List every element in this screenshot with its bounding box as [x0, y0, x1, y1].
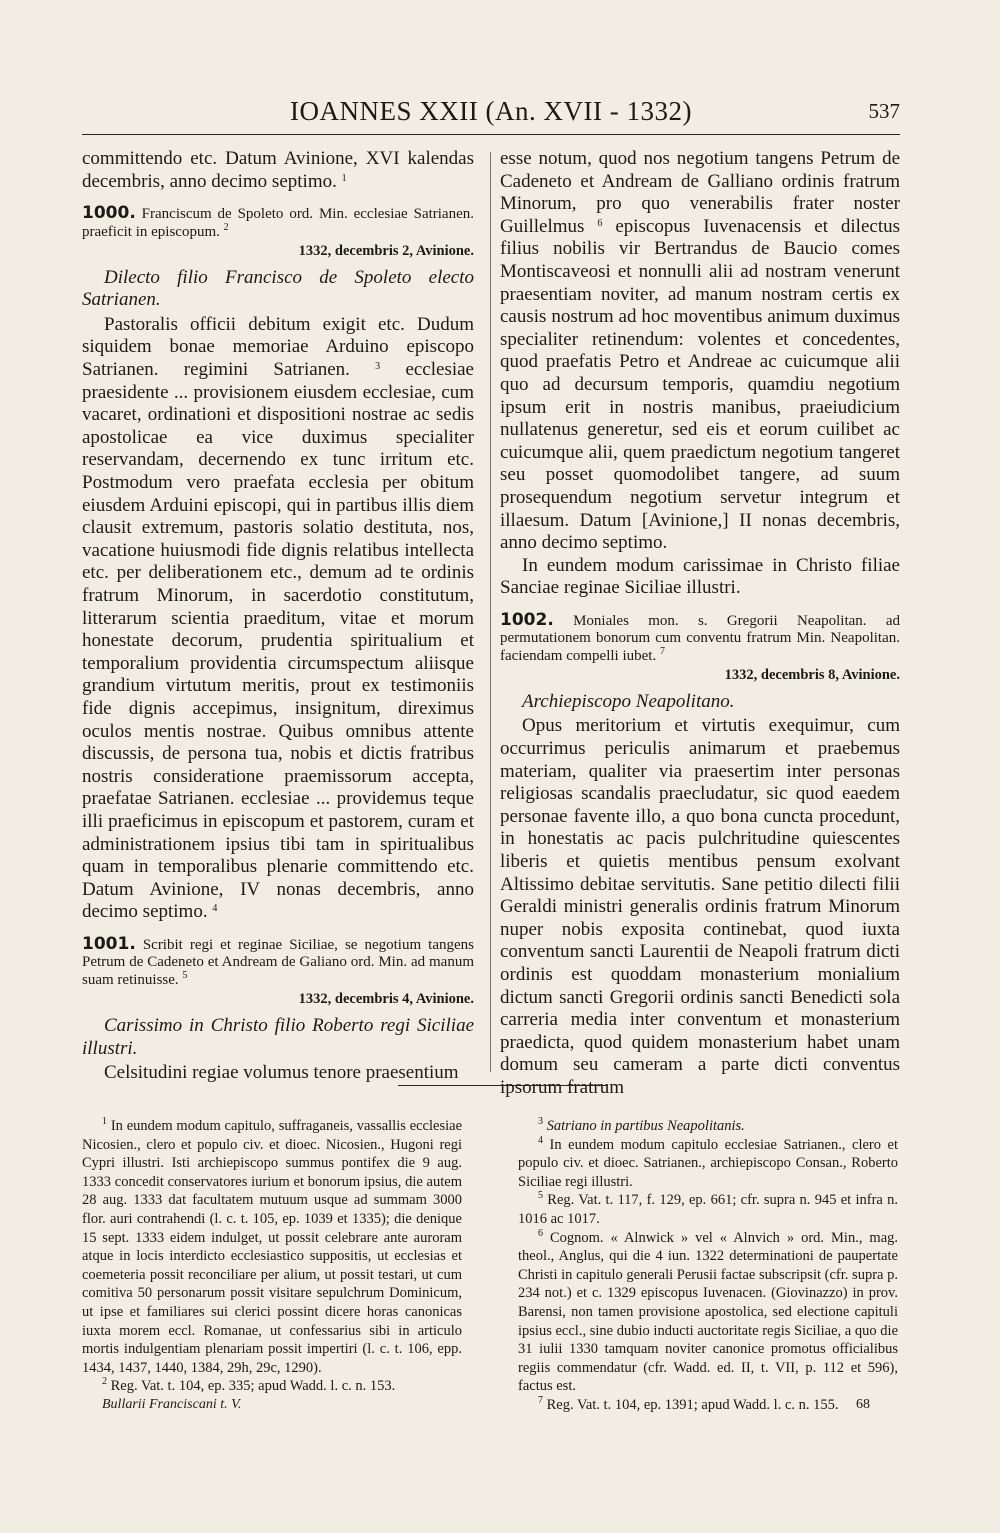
- footnote-text: Reg. Vat. t. 104, ep. 1391; apud Wadd. l. c. n. 155.: [546, 1396, 839, 1413]
- entry-address: Dilecto filio Francisco de Spoleto electo Satrianen.: [82, 266, 474, 311]
- footnote-ref: 1: [341, 172, 347, 184]
- footnote-text: Reg. Vat. t. 104, ep. 335; apud Wadd. l. c. n. 153.: [110, 1378, 396, 1395]
- left-column: [82, 148, 474, 1085]
- entry-date: 1332, decembris 2, Avinione.: [298, 243, 474, 260]
- entry-address: Archiepiscopo Neapolitano.: [522, 690, 735, 712]
- footnote-text: Cognom. « Alnwick » vel « Alnvich » ord. Min., mag. theol., Anglus, qui die 4 iun. 1322 determinationi de paupertate Christi in capitulo generali Perusii factae subscripsit (cfr. supra p. 234 not.) et c. 1329 episcopus Iuvenacen. (Giovinazzo) in prov. Barensi, non tamen provisione apostolica, sed electione capituli ipsius eccl., sine dubio inducti auctoritate regis Siciliae, a quo die 31 iulii 1330 tamquam noviter canonice promotus officialibus regiis commendatur (cfr. Wadd. ed. II, t. VII, p. 112 et 596), factus est.: [518, 1229, 899, 1395]
- entry-summary: Scribit regi et reginae Siciliae, se negotium tangens Petrum de Cadeneto et Andream de Galiano ord. Min. ad manum suam retinuisse.: [82, 936, 474, 988]
- footnote: [518, 1396, 898, 1415]
- entry-body: Opus meritorium et virtutis exequimur, cum occurrimus periculis animarum et praebemus materiam, qualiter via praesertim inter personas religiosas scandalis praecludatur, sic quod eaedem personae favente illo, a quo bona cuncta procedunt, in honestatis ac pacis pulchritudine quiescentes liberis et quietis mentibus pensum exolvant Altissimo debitae servitutis. Sane petitio dilecti filii Geraldi ministri generalis ordinis fratrum Minorum nuper nobis exposita continebat, quod iuxta conventum sancti Laurentii de Neapoli fratrum dicti ordinis est quoddam monasterium monialium dictum sancti Gregorii ordinis sancti Benedicti sola carreria media inter conventum et monasterium praedicta, quod quidem monasterium habet unam domum seu cameram a parte dicti conventus ipsorum fratrum: [500, 715, 900, 1098]
- entry-address: Carissimo in Christo filio Roberto regi Siciliae illustri.: [82, 1014, 474, 1059]
- running-head: [82, 96, 900, 130]
- footnote-ref: 5: [182, 969, 188, 981]
- entry-1000-heading: [82, 205, 474, 261]
- body-text: episcopus Iuvenacensis et dilectus filius nobilis vir Bertrandus de Baucio comes Montiscaveosi et nonnulli alii ad nostram venerunt praesentiam noviter, ad manum nostram certis ex causis nostrum ad hoc moventibus animum duximus specialiter retinendum: volentes et concedentes, quod praefatis Petro et Andreae ac cuicumque alii quo ad decursum temporis, quamdiu negotium ipsum erit in nostris manibus, praeiudicium nullatenus generetur, sed eis et eorum cuilibet ac cuicumque alii, quem praedictum negotium tangeret seu posset quomodolibet tangere, ad suum prosequendum negotium servetur integrum et illaesum. Datum [Avinione,] II nonas decembris, anno decimo septimo.: [500, 215, 900, 554]
- body-text: Pastoralis officii debitum exigit etc. Dudum siquidem bonae memoriae Arduino episcopo Satrianen. regimini Satrianen.: [82, 313, 474, 381]
- footnote-text: In eundem modum capitulo, suffraganeis, vassallis ecclesiae Nicosien., clero et populo civ. et dioec. Nicosien., Hugoni regi Cypri illustri. Isti archiepiscopo summus pontifex die 9 aug. 1333 concedit conservatores iurium et bonorum ipsius, die autem 28 aug. 1333 dat facultatem mutuum usque ad summam 3000 flor. auri contrahendi (l. c. t. 105, ep. 1039 et 1335); die denique 15 sept. 1333 eidem indulget, ut possit celebrare ante auroram atque in locis interdicto ecclesiastico suppositis, ut ecclesias et coemeteria possit reconciliare per alium, ut possit testari, ut cum comitiva 50 personarum possit visitare sepulchrum Dominicum, ut ipse et familiares sui clerici possint dicere horas canonicas iuxta morem eccl. Romanae, ut confessarius sibi in articulo mortis indulgentiam plenariam possit impertiri (l. c. t. 106, epp. 1434, 1437, 1440, 1384, 29h, 29c, 1290).: [82, 1118, 463, 1376]
- footnote-mark: 3: [538, 1116, 543, 1127]
- footnote-mark: 1: [102, 1116, 107, 1127]
- footnotes-left: [82, 1117, 462, 1396]
- footnote-ref: 6: [597, 217, 603, 229]
- signature-line: Bullarii Franciscani t. V.: [102, 1397, 242, 1412]
- footnote-text: Reg. Vat. t. 117, f. 129, ep. 661; cfr. supra n. 945 et infra n. 1016 ac 1017.: [518, 1192, 899, 1227]
- continued-paragraph: [500, 148, 900, 555]
- footnotes-right: [518, 1117, 898, 1415]
- footnote-ref: 3: [375, 361, 381, 373]
- entry-body: Celsitudini regiae volumus tenore praesentium: [104, 1062, 459, 1084]
- footnote: [82, 1117, 462, 1377]
- opening-paragraph: [82, 148, 474, 193]
- opening-text: committendo etc. Datum Avinione, XVI kalendas decembris, anno decimo septimo.: [82, 148, 474, 192]
- footnote-ref: 4: [212, 903, 218, 915]
- header-rule: [82, 134, 900, 135]
- entry-number: 1002.: [500, 609, 554, 630]
- entry-1001-heading: [82, 933, 474, 1009]
- body-text: esse notum, quod nos negotium tangens Petrum de Cadeneto et Andream de Galliano ordinis fratrum Minorum, pro quo venerabilis frater noster Guillelmus: [500, 148, 900, 237]
- footnote: [518, 1229, 898, 1396]
- column-divider: [490, 152, 491, 1072]
- entry-date: 1332, decembris 8, Avinione.: [724, 667, 900, 684]
- footnote: [82, 1377, 462, 1396]
- footnote: [518, 1191, 898, 1228]
- entry-summary: Moniales mon. s. Gregorii Neapolitan. ad permutationem bonorum cum conventu fratrum Min. Neapolitan. faciendam compelli iubet.: [500, 612, 900, 664]
- footnote-mark: 5: [538, 1190, 543, 1202]
- footnote-mark: 7: [538, 1394, 543, 1406]
- footnote: [518, 1136, 898, 1192]
- page-title: IOANNES XXII (An. XVII - 1332): [290, 96, 692, 126]
- same-form-note: In eundem modum carissimae in Christo filiae Sanciae reginae Siciliae illustri.: [500, 554, 900, 599]
- footnote-ref: 7: [659, 645, 665, 657]
- footnote-mark: 2: [102, 1376, 107, 1388]
- footnotes-rule: [398, 1085, 608, 1086]
- entry-number: 1000.: [82, 203, 136, 224]
- body-text: ecclesiae praesidente ... provisionem eiusdem ecclesiae, cum vacaret, ordinationi et dispositioni nostrae ac sedis apostolicae ea vice duximus specialiter reservandam, decernendo ex tunc irritum etc. Postmodum vero praefata ecclesia per obitum eiusdem Arduini episcopi, qui in partibus illis diem clausit extremum, pastoris solatio destituta, nos, vacatione huiusmodi fide dignis relatibus intellecta etc. per deliberationem etc., demum ad te ordinis fratrum Minorum, in sacerdotio constitutum, litterarum scientia praeditum, vitae et morum honestate decorum, prudentia spiritualium et temporalium providentia circumspectum aliisque grandium virtutum meritis, prout ex testimoniis fide dignis accepimus, insignitum, direximus oculos mentis nostrae. Quibus omnibus attente discussis, de persona tua, nobis et dictis fratribus nostris consideratione praemissorum accepta, praefatae Satrianen. ecclesiae ... providemus teque illi praeficimus in episcopum et pastorem, curam et administrationem ipsius tibi tam in spiritualibus quam in temporalibus plenarie committendo etc. Datum Avinione, IV nonas decembris, anno decimo septimo.: [82, 359, 474, 923]
- page-number: 537: [868, 99, 900, 123]
- footnote-mark: 4: [538, 1134, 543, 1146]
- footnote-text: In eundem modum capitulo ecclesiae Satrianen., clero et populo civ. et dioec. Satrianen., archiepiscopo Consan., Roberto Siciliae regi illustri.: [518, 1136, 898, 1190]
- entry-body: [82, 314, 474, 924]
- right-column: [500, 148, 900, 1100]
- entry-summary: Franciscum de Spoleto ord. Min. ecclesiae Satrianen. praeficit in episcopum.: [82, 206, 474, 240]
- entry-1002-heading: [500, 609, 900, 685]
- sheet-number: 68: [856, 1397, 870, 1412]
- entry-number: 1001.: [82, 933, 136, 954]
- footnote-text: Satriano in partibus Neapolitanis.: [546, 1118, 745, 1134]
- footnote-ref: 2: [223, 221, 229, 233]
- footnote: [518, 1117, 898, 1136]
- footnote-mark: 6: [538, 1227, 543, 1239]
- entry-date: 1332, decembris 4, Avinione.: [298, 991, 474, 1008]
